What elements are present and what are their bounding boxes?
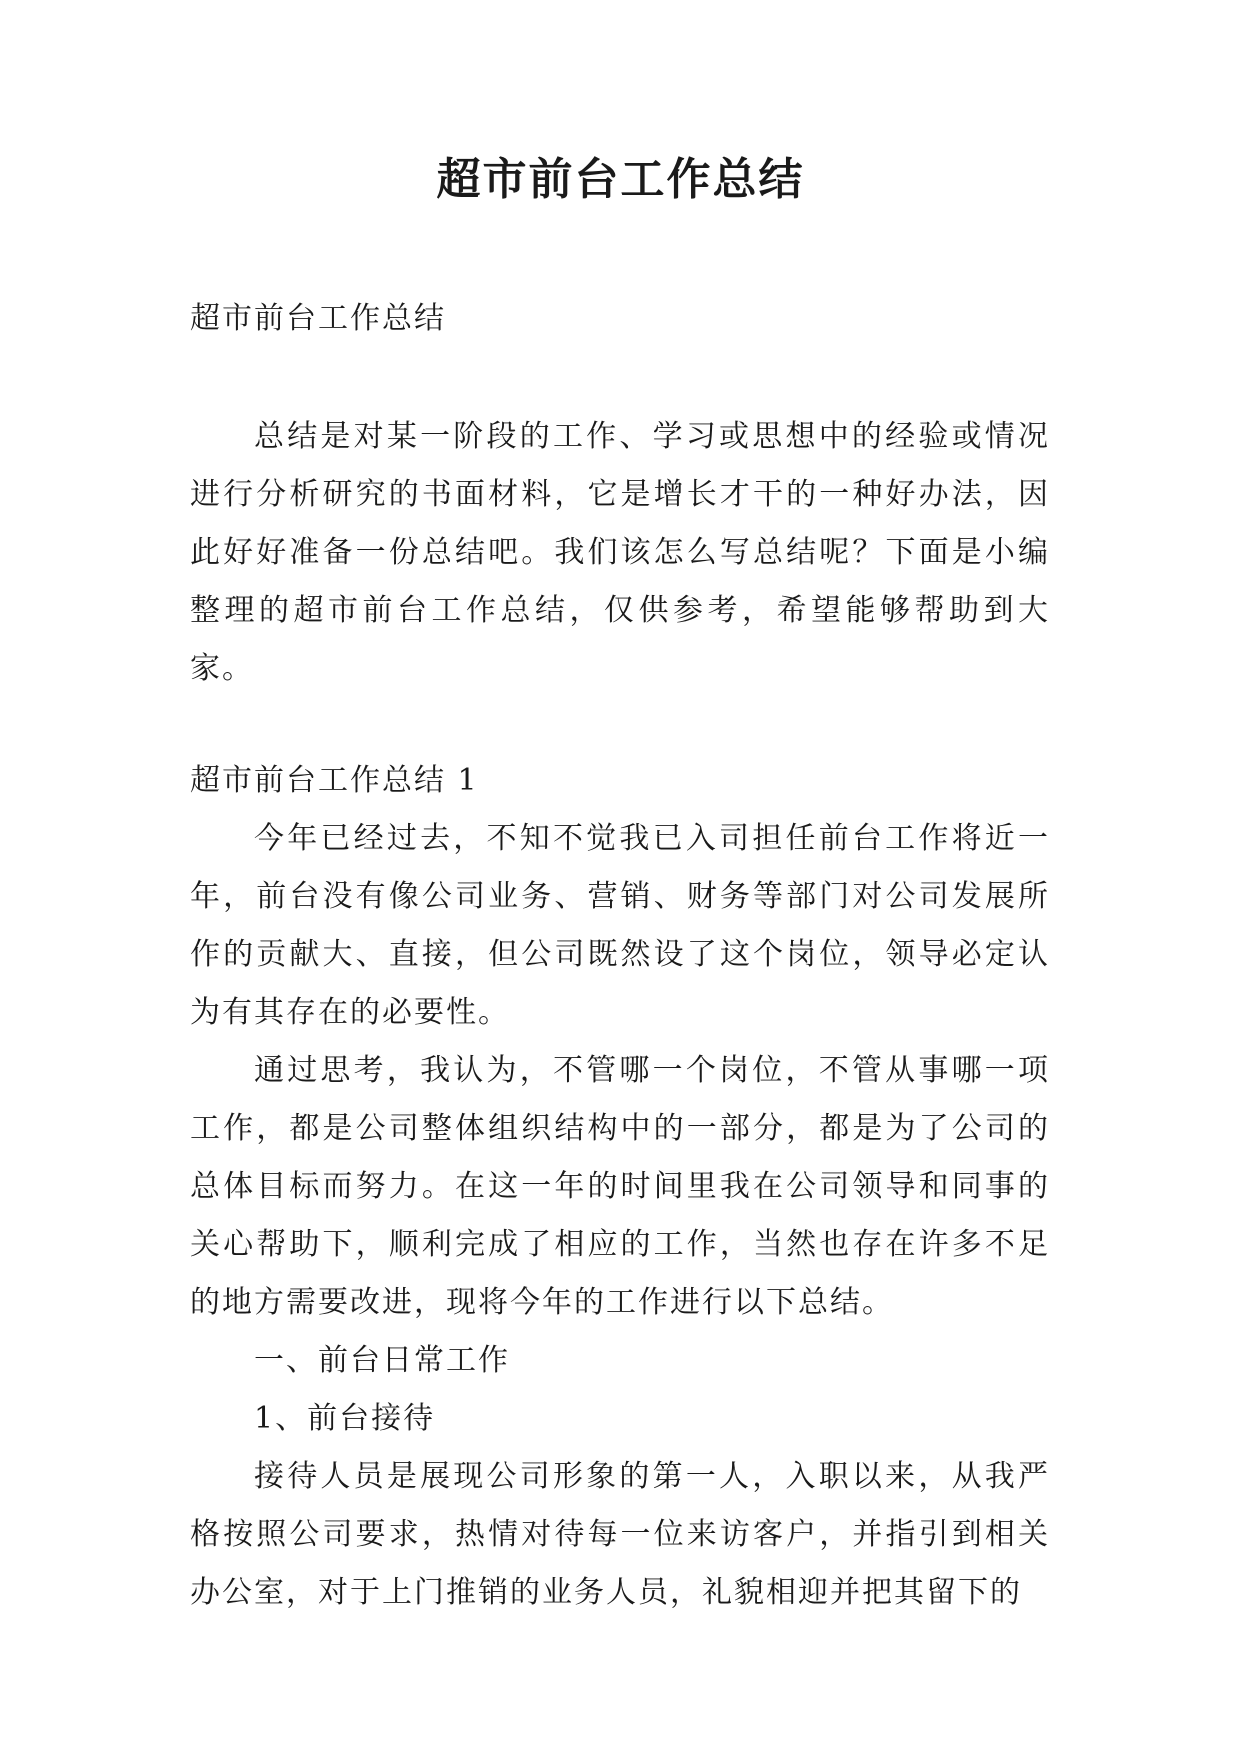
document-subtitle: 超市前台工作总结 [190, 301, 446, 336]
heading-reception: 1、前台接待 [254, 1401, 436, 1436]
spacer [190, 348, 1050, 408]
intro-paragraph: 总结是对某一阶段的工作、学习或思想中的经验或情况进行分析研究的书面材料，它是增长才干的一种好办法，因此好好准备一份总结吧。我们该怎么写总结呢？下面是小编整理的超市前台工作总结，仅供参考，希望能够帮助到大家。 [190, 419, 1050, 686]
body-paragraph-3: 接待人员是展现公司形象的第一人，入职以来，从我严格按照公司要求，热情对待每一位来访客户，并指引到相关办公室，对于上门推销的业务人员，礼貌相迎并把其留下的 [190, 1459, 1050, 1610]
document-body [190, 290, 1050, 1622]
body-paragraph-1: 今年已经过去，不知不觉我已入司担任前台工作将近一年，前台没有像公司业务、营销、财务等部门对公司发展所作的贡献大、直接，但公司既然设了这个岗位，领导必定认为有其存在的必要性。 [190, 821, 1050, 1030]
document-title: 超市前台工作总结 [436, 154, 805, 205]
section-1-title: 超市前台工作总结 1 [190, 763, 479, 798]
spacer [190, 698, 1050, 752]
body-paragraph-2: 通过思考，我认为，不管哪一个岗位，不管从事哪一项工作，都是公司整体组织结构中的一部分，都是为了公司的总体目标而努力。在这一年的时间里我在公司领导和同事的关心帮助下，顺利完成了相应的工作，当然也存在许多不足的地方需要改进，现将今年的工作进行以下总结。 [190, 1053, 1050, 1320]
heading-daily-work: 一、前台日常工作 [254, 1343, 510, 1378]
